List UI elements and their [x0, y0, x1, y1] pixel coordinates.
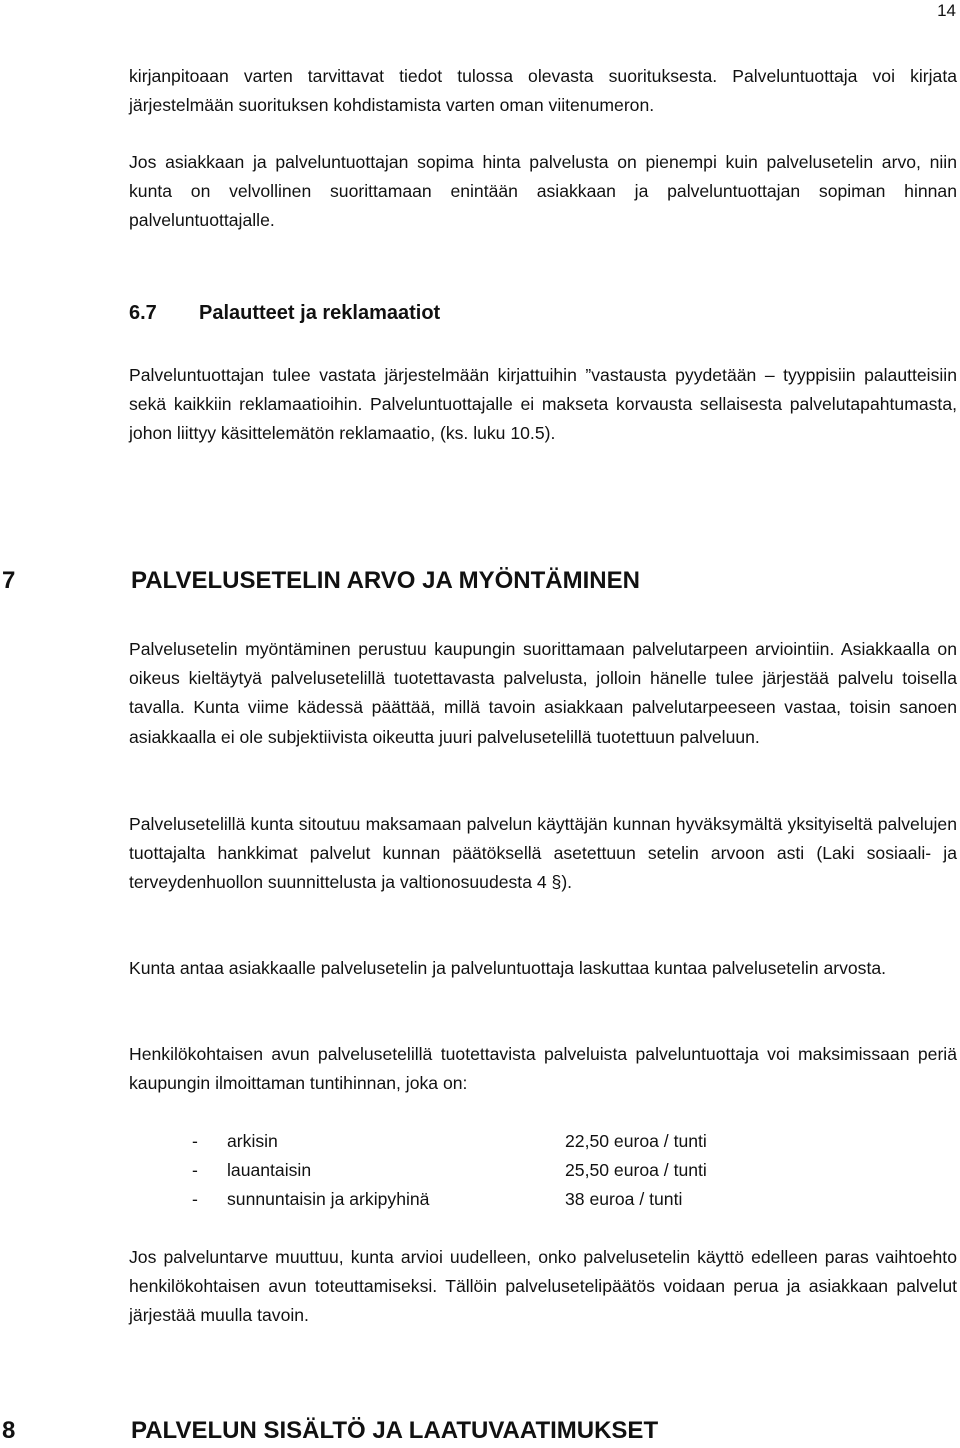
- chapter-title: PALVELUSETELIN ARVO JA MYÖNTÄMINEN: [131, 567, 640, 594]
- rate-dash: -: [192, 1189, 198, 1209]
- rate-value: 22,50 euroa / tunti: [565, 1131, 707, 1151]
- chapter-number: 8: [2, 1417, 16, 1444]
- chapter-number: 7: [2, 567, 16, 594]
- rate-value: 38 euroa / tunti: [565, 1189, 683, 1209]
- paragraph-bookkeeping: kirjanpitoaan varten tarvittavat tiedot tulossa olevasta suorituksesta. Palveluntuottaja voi kirjata järjestelmään suorituksen kohdistamista varten oman viitenumeron.: [129, 66, 957, 116]
- paragraph-reassessment: Jos palveluntarve muuttuu, kunta arvioi uudelleen, onko palvelusetelin käyttö edelleen paras vaihtoehto henkilökohtaisen avun toteuttamiseksi. Tällöin palvelusetelipäätös voidaan perua ja asiakkaan palvelut järjestää muulla tavoin.: [129, 1247, 957, 1326]
- paragraph-price-difference: Jos asiakkaan ja palveluntuottajan sopima hinta palvelusta on pienempi kuin palvelusetelin arvo, niin kunta on velvollinen suorittamaan enintään asiakkaan ja palveluntuottajan sopiman hinnan palveluntuottajalle.: [129, 152, 957, 231]
- rate-label: sunnuntaisin ja arkipyhinä: [227, 1189, 430, 1209]
- paragraph-commitment: Palvelusetelillä kunta sitoutuu maksamaan palvelun käyttäjän kunnan hyväksymältä yksityiseltä palvelujen tuottajalta hankkimat palvelut kunnan päätöksellä asetettuun setelin arvoon asti (Laki sosiaali- ja terveydenhuollon suunnittelusta ja valtionosuudesta 4 §).: [129, 814, 957, 893]
- rate-row: [192, 1185, 892, 1214]
- rate-row: [192, 1127, 892, 1156]
- page-number: 14: [937, 1, 956, 20]
- rate-row: [192, 1156, 892, 1185]
- section-title: Palautteet ja reklamaatiot: [199, 302, 441, 324]
- rate-value: 25,50 euroa / tunti: [565, 1160, 707, 1180]
- rate-dash: -: [192, 1160, 198, 1180]
- paragraph-granting: Palvelusetelin myöntäminen perustuu kaupungin suorittamaan palvelutarpeen arviointiin. Asiakkaalla on oikeus kieltäytyä palvelusetelillä tuotettavasta palvelusta, jolloin hänelle tulee järjestää palvelu toisella tavalla. Kunta viime kädessä päättää, millä tavoin asiakkaan palvelutarpeeseen vastaa, toisin sanoen asiakkaalla ei ole subjektiivista oikeutta juuri palvelusetelillä tuotettuun palveluun.: [129, 639, 957, 747]
- paragraph-hourly-rate: Henkilökohtaisen avun palvelusetelillä tuotettavista palveluista palveluntuottaja voi maksimissaan periä kaupungin ilmoittaman tuntihinnan, joka on:: [129, 1044, 957, 1094]
- rate-label: lauantaisin: [227, 1160, 312, 1180]
- paragraph-feedback: Palveluntuottajan tulee vastata järjestelmään kirjattuihin ”vastausta pyydetään – tyyppisiin palautteisiin sekä kaikkiin reklamaatioihin. Palveluntuottajalle ei makseta korvausta sellaisesta palvelutapahtumasta, johon liittyy käsittelemätön reklamaatio, (ks. luku 10.5).: [129, 365, 957, 444]
- paragraph-billing: Kunta antaa asiakkaalle palvelusetelin ja palveluntuottaja laskuttaa kuntaa palvelusetelin arvosta.: [129, 958, 887, 978]
- rate-label: arkisin: [227, 1131, 278, 1151]
- rate-dash: -: [192, 1131, 198, 1151]
- chapter-title: PALVELUN SISÄLTÖ JA LAATUVAATIMUKSET: [131, 1417, 659, 1444]
- section-number: 6.7: [129, 302, 157, 324]
